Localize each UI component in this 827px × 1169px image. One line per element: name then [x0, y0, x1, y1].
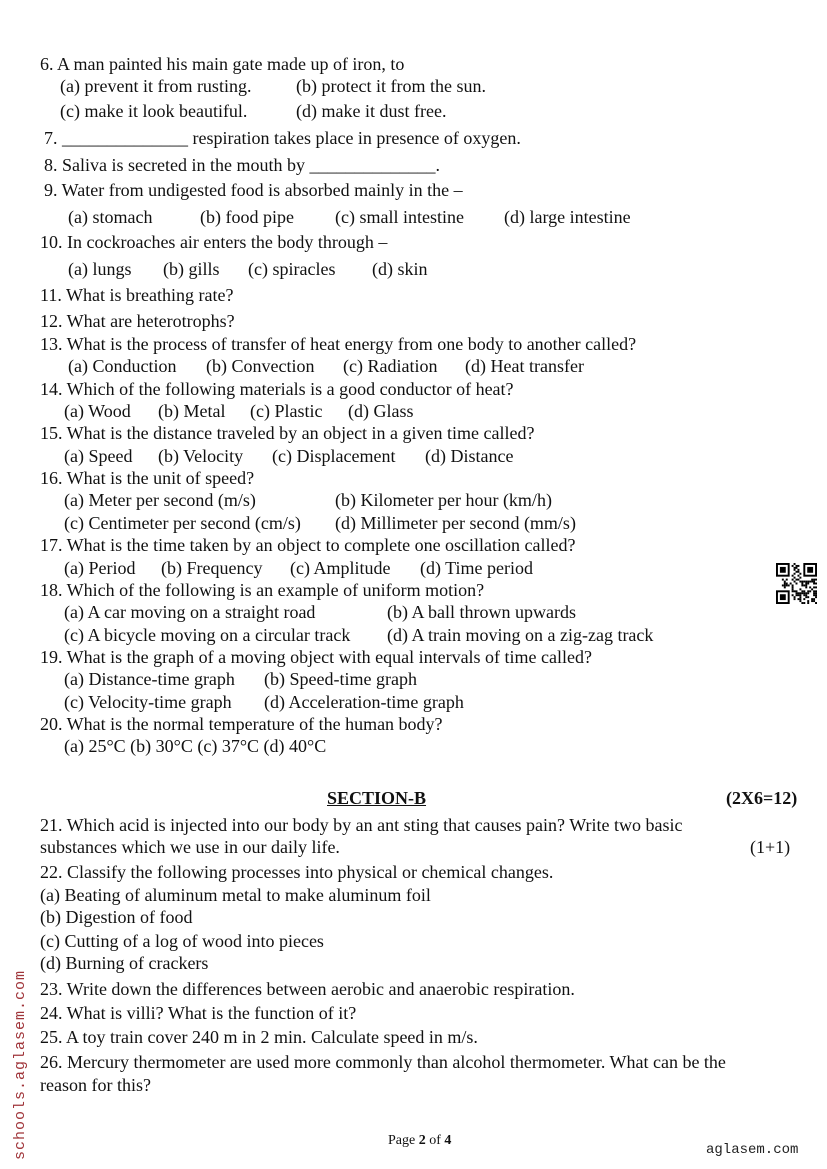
section-b-marks: (2X6=12)	[726, 788, 798, 808]
q22-option-a: (a) Beating of aluminum metal to make aluminum foil	[40, 885, 431, 905]
q24-question: 24. What is villi? What is the function of it?	[40, 1003, 357, 1023]
q9-question: 9. Water from undigested food is absorbed mainly in the –	[44, 180, 463, 200]
q17-option-b: (b) Frequency	[161, 558, 263, 578]
q8-question: 8. Saliva is secreted in the mouth by ______________.	[44, 155, 440, 175]
q18-question: 18. Which of the following is an example of uniform motion?	[40, 580, 485, 600]
q9-option-d: (d) large intestine	[504, 207, 631, 227]
q15-option-a: (a) Speed	[64, 446, 133, 466]
q19-option-b: (b) Speed-time graph	[264, 669, 417, 689]
q18-option-d: (d) A train moving on a zig-zag track	[387, 625, 654, 645]
q18-option-a: (a) A car moving on a straight road	[64, 602, 316, 622]
q16-option-c: (c) Centimeter per second (cm/s)	[64, 513, 301, 533]
q14-option-b: (b) Metal	[158, 401, 226, 421]
q21-line1: 21. Which acid is injected into our body by an ant sting that causes pain? Write two basic	[40, 815, 683, 835]
of-word: of	[429, 1133, 441, 1148]
q16-option-a: (a) Meter per second (m/s)	[64, 490, 256, 510]
q13-option-d: (d) Heat transfer	[465, 356, 584, 376]
q20-options: (a) 25°C (b) 30°C (c) 37°C (d) 40°C	[64, 736, 327, 756]
q15-option-c: (c) Displacement	[272, 446, 396, 466]
q14-option-c: (c) Plastic	[250, 401, 323, 421]
q10-option-d: (d) skin	[372, 259, 428, 279]
q21-marks: (1+1)	[750, 837, 791, 857]
site-link[interactable]: aglasem.com	[706, 1142, 799, 1158]
q20-question: 20. What is the normal temperature of the human body?	[40, 714, 443, 734]
q17-option-a: (a) Period	[64, 558, 136, 578]
q6-option-b: (b) protect it from the sun.	[296, 76, 486, 96]
q9-option-c: (c) small intestine	[335, 207, 464, 227]
q21-line2: substances which we use in our daily life.	[40, 837, 340, 857]
q22-option-b: (b) Digestion of food	[40, 907, 193, 927]
watermark: schools.aglasem.com	[12, 969, 29, 1160]
q22-question: 22. Classify the following processes into physical or chemical changes.	[40, 862, 554, 882]
q25-question: 25. A toy train cover 240 m in 2 min. Calculate speed in m/s.	[40, 1027, 478, 1047]
q18-option-b: (b) A ball thrown upwards	[387, 602, 576, 622]
q23-question: 23. Write down the differences between aerobic and anaerobic respiration.	[40, 979, 575, 999]
q22-option-c: (c) Cutting of a log of wood into pieces	[40, 931, 324, 951]
q19-question: 19. What is the graph of a moving object with equal intervals of time called?	[40, 647, 593, 667]
page-footer	[388, 1133, 451, 1149]
page-number: 2	[418, 1133, 426, 1148]
q15-question: 15. What is the distance traveled by an object in a given time called?	[40, 423, 535, 443]
q10-option-a: (a) lungs	[68, 259, 132, 279]
q6-question: 6. A man painted his main gate made up of iron, to	[40, 54, 405, 74]
q14-option-d: (d) Glass	[348, 401, 414, 421]
q9-option-b: (b) food pipe	[200, 207, 294, 227]
q16-question: 16. What is the unit of speed?	[40, 468, 255, 488]
q17-option-c: (c) Amplitude	[290, 558, 391, 578]
q13-option-c: (c) Radiation	[343, 356, 438, 376]
q19-option-d: (d) Acceleration-time graph	[264, 692, 464, 712]
q26-line1: 26. Mercury thermometer are used more commonly than alcohol thermometer. What can be the	[40, 1052, 726, 1072]
q14-option-a: (a) Wood	[64, 401, 131, 421]
q26-line2: reason for this?	[40, 1075, 151, 1095]
q9-option-a: (a) stomach	[68, 207, 153, 227]
q16-option-b: (b) Kilometer per hour (km/h)	[335, 490, 552, 510]
q19-option-c: (c) Velocity-time graph	[64, 692, 232, 712]
q12-question: 12. What are heterotrophs?	[40, 311, 235, 331]
q13-option-b: (b) Convection	[206, 356, 315, 376]
q17-option-d: (d) Time period	[420, 558, 534, 578]
q17-question: 17. What is the time taken by an object to complete one oscillation called?	[40, 535, 576, 555]
q10-option-b: (b) gills	[163, 259, 220, 279]
q16-option-d: (d) Millimeter per second (mm/s)	[335, 513, 576, 533]
q15-option-b: (b) Velocity	[158, 446, 244, 466]
section-b-title: SECTION-B	[327, 788, 427, 808]
q19-option-a: (a) Distance-time graph	[64, 669, 235, 689]
q14-question: 14. Which of the following materials is a good conductor of heat?	[40, 379, 514, 399]
q10-option-c: (c) spiracles	[248, 259, 336, 279]
q22-option-d: (d) Burning of crackers	[40, 953, 209, 973]
q15-option-d: (d) Distance	[425, 446, 514, 466]
q10-question: 10. In cockroaches air enters the body through –	[40, 232, 388, 252]
q18-option-c: (c) A bicycle moving on a circular track	[64, 625, 351, 645]
q6-option-c: (c) make it look beautiful.	[60, 101, 248, 121]
q6-option-d: (d) make it dust free.	[296, 101, 447, 121]
page-total: 4	[444, 1133, 452, 1148]
q6-option-a: (a) prevent it from rusting.	[60, 76, 252, 96]
page-word: Page	[388, 1133, 416, 1148]
q13-question: 13. What is the process of transfer of heat energy from one body to another called?	[40, 334, 637, 354]
qr-code-icon	[776, 563, 817, 604]
q7-question: 7. ______________ respiration takes place in presence of oxygen.	[44, 128, 521, 148]
q11-question: 11. What is breathing rate?	[40, 285, 234, 305]
q13-option-a: (a) Conduction	[68, 356, 177, 376]
